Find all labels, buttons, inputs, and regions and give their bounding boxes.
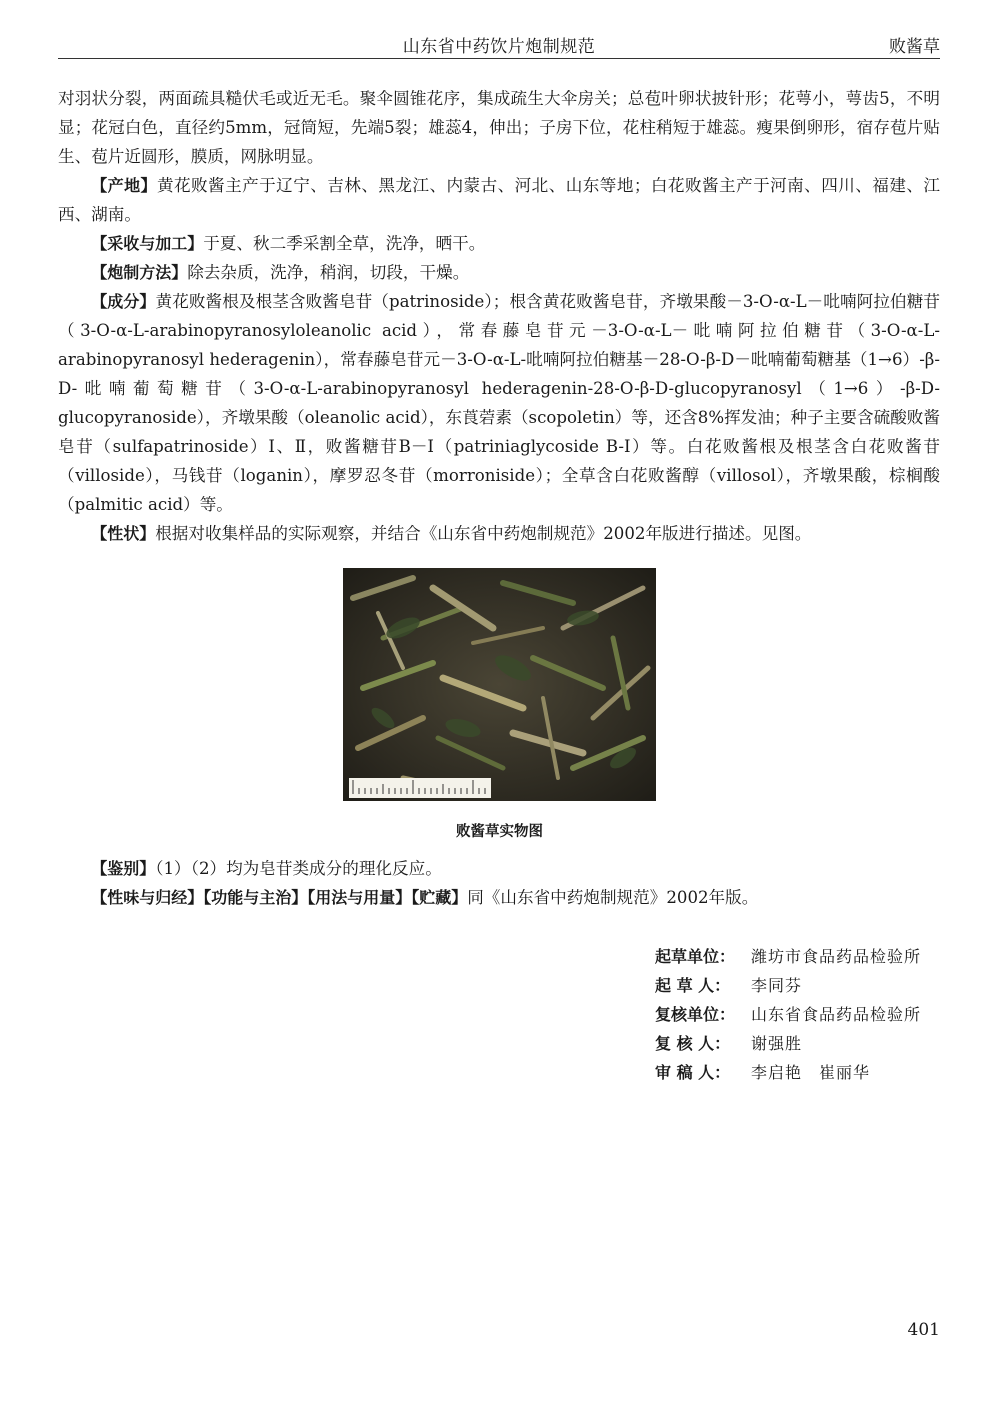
paragraph-identification bbox=[58, 854, 940, 883]
signoff-key: 审 稿 人： bbox=[655, 1063, 731, 1082]
composition-label: 【成分】 bbox=[91, 292, 156, 311]
traits-text: 根据对收集样品的实际观察，并结合《山东省中药炮制规范》2002年版进行描述。见图。 bbox=[155, 524, 812, 543]
misc-text: 同《山东省中药炮制规范》2002年版。 bbox=[467, 888, 759, 907]
signoff-row bbox=[655, 971, 921, 1000]
signoff-value: 山东省食品药品检验所 bbox=[751, 1005, 922, 1024]
misc-label: 【性味与归经】【功能与主治】【用法与用量】【贮藏】 bbox=[91, 888, 468, 907]
signoff-row bbox=[655, 942, 921, 971]
composition-text: 黄花败酱根及根茎含败酱皂苷（patrinoside）；根含黄花败酱皂苷，齐墩果酸－3-O-α-L－吡喃阿拉伯糖苷（3-O-α-L-arabinopyranosyloleanolic acid），常春藤皂苷元－3-O-α-L－吡喃阿拉伯糖苷（3-O-α-L-arabinopyranosyl hederagenin），常春藤皂苷元－3-O-α-L-吡喃阿拉伯糖基－28-O-β-D－吡喃葡萄糖基（1→6）-β-D-吡喃葡萄糖苷（3-O-α-L-arabinopyranosyl hederagenin-28-O-β-D-glucopyranosyl（1→6）-β-D-glucopyranoside），齐墩果酸（oleanolic acid），东莨菪素（scopoletin）等，还含8%挥发油；种子主要含硫酸败酱皂苷（sulfapatrinoside）Ⅰ、Ⅱ，败酱糖苷B－I（patriniaglycoside B-I）等。白花败酱根及根茎含白花败酱苷（villoside），马钱苷（loganin），摩罗忍冬苷（morroniside）；全草含白花败酱醇（villosol），齐墩果酸，棕榈酸（palmitic acid）等。 bbox=[58, 292, 940, 514]
running-header bbox=[58, 30, 940, 59]
method-label: 【炮制方法】 bbox=[91, 263, 188, 282]
harvest-text: 于夏、秋二季采割全草，洗净，晒干。 bbox=[203, 234, 486, 253]
signoff-key: 复 核 人： bbox=[655, 1034, 731, 1053]
book-title: 山东省中药饮片炮制规范 bbox=[402, 37, 596, 57]
paragraph-harvest bbox=[58, 229, 940, 258]
paragraph-origin bbox=[58, 171, 940, 229]
traits-label: 【性状】 bbox=[91, 524, 156, 543]
origin-text: 黄花败酱主产于辽宁、吉林、黑龙江、内蒙古、河北、山东等地；白花败酱主产于河南、四川、福建、江西、湖南。 bbox=[58, 176, 940, 224]
signoff-row bbox=[655, 1000, 921, 1029]
herb-photo bbox=[343, 568, 656, 801]
paragraph-misc bbox=[58, 883, 940, 912]
signoff-value: 谢强胜 bbox=[751, 1034, 803, 1053]
origin-label: 【产地】 bbox=[91, 176, 157, 195]
signoff-row bbox=[655, 1058, 921, 1087]
signoff-row bbox=[655, 1029, 921, 1058]
signoff-value: 潍坊市食品药品检验所 bbox=[751, 947, 922, 966]
identification-label: 【鉴别】 bbox=[91, 859, 156, 878]
signoff-value: 李启艳 崔丽华 bbox=[751, 1063, 871, 1082]
paragraph-description: 对羽状分裂，两面疏具糙伏毛或近无毛。聚伞圆锥花序，集成疏生大伞房关；总苞叶卵状披针形；花萼小，萼齿5，不明显；花冠白色，直径约5mm，冠筒短，先端5裂；雄蕊4，伸出；子房下位，花柱稍短于雄蕊。瘦果倒卵形，宿存苞片贴生、苞片近圆形，膜质，网脉明显。 bbox=[58, 89, 940, 166]
main-text bbox=[58, 84, 940, 548]
paragraph-method bbox=[58, 258, 940, 287]
signoff-key: 起 草 人： bbox=[655, 976, 731, 995]
herb-photo-illustration bbox=[343, 568, 656, 801]
signoff-key: 起草单位： bbox=[655, 947, 736, 966]
page-number: 401 bbox=[907, 1320, 940, 1340]
harvest-label: 【采收与加工】 bbox=[91, 234, 204, 253]
figure-caption: 败酱草实物图 bbox=[456, 824, 543, 840]
after-figure-text bbox=[58, 854, 940, 912]
identification-text: （1）（2）均为皂苷类成分的理化反应。 bbox=[155, 859, 442, 878]
signoff-value: 李同芬 bbox=[751, 976, 803, 995]
signoff-block bbox=[655, 942, 921, 1087]
section-title: 败酱草 bbox=[889, 37, 940, 57]
paragraph-traits bbox=[58, 519, 940, 548]
method-text: 除去杂质，洗净，稍润，切段，干燥。 bbox=[187, 263, 470, 282]
signoff-key: 复核单位： bbox=[655, 1005, 736, 1024]
paragraph-composition bbox=[58, 287, 940, 519]
